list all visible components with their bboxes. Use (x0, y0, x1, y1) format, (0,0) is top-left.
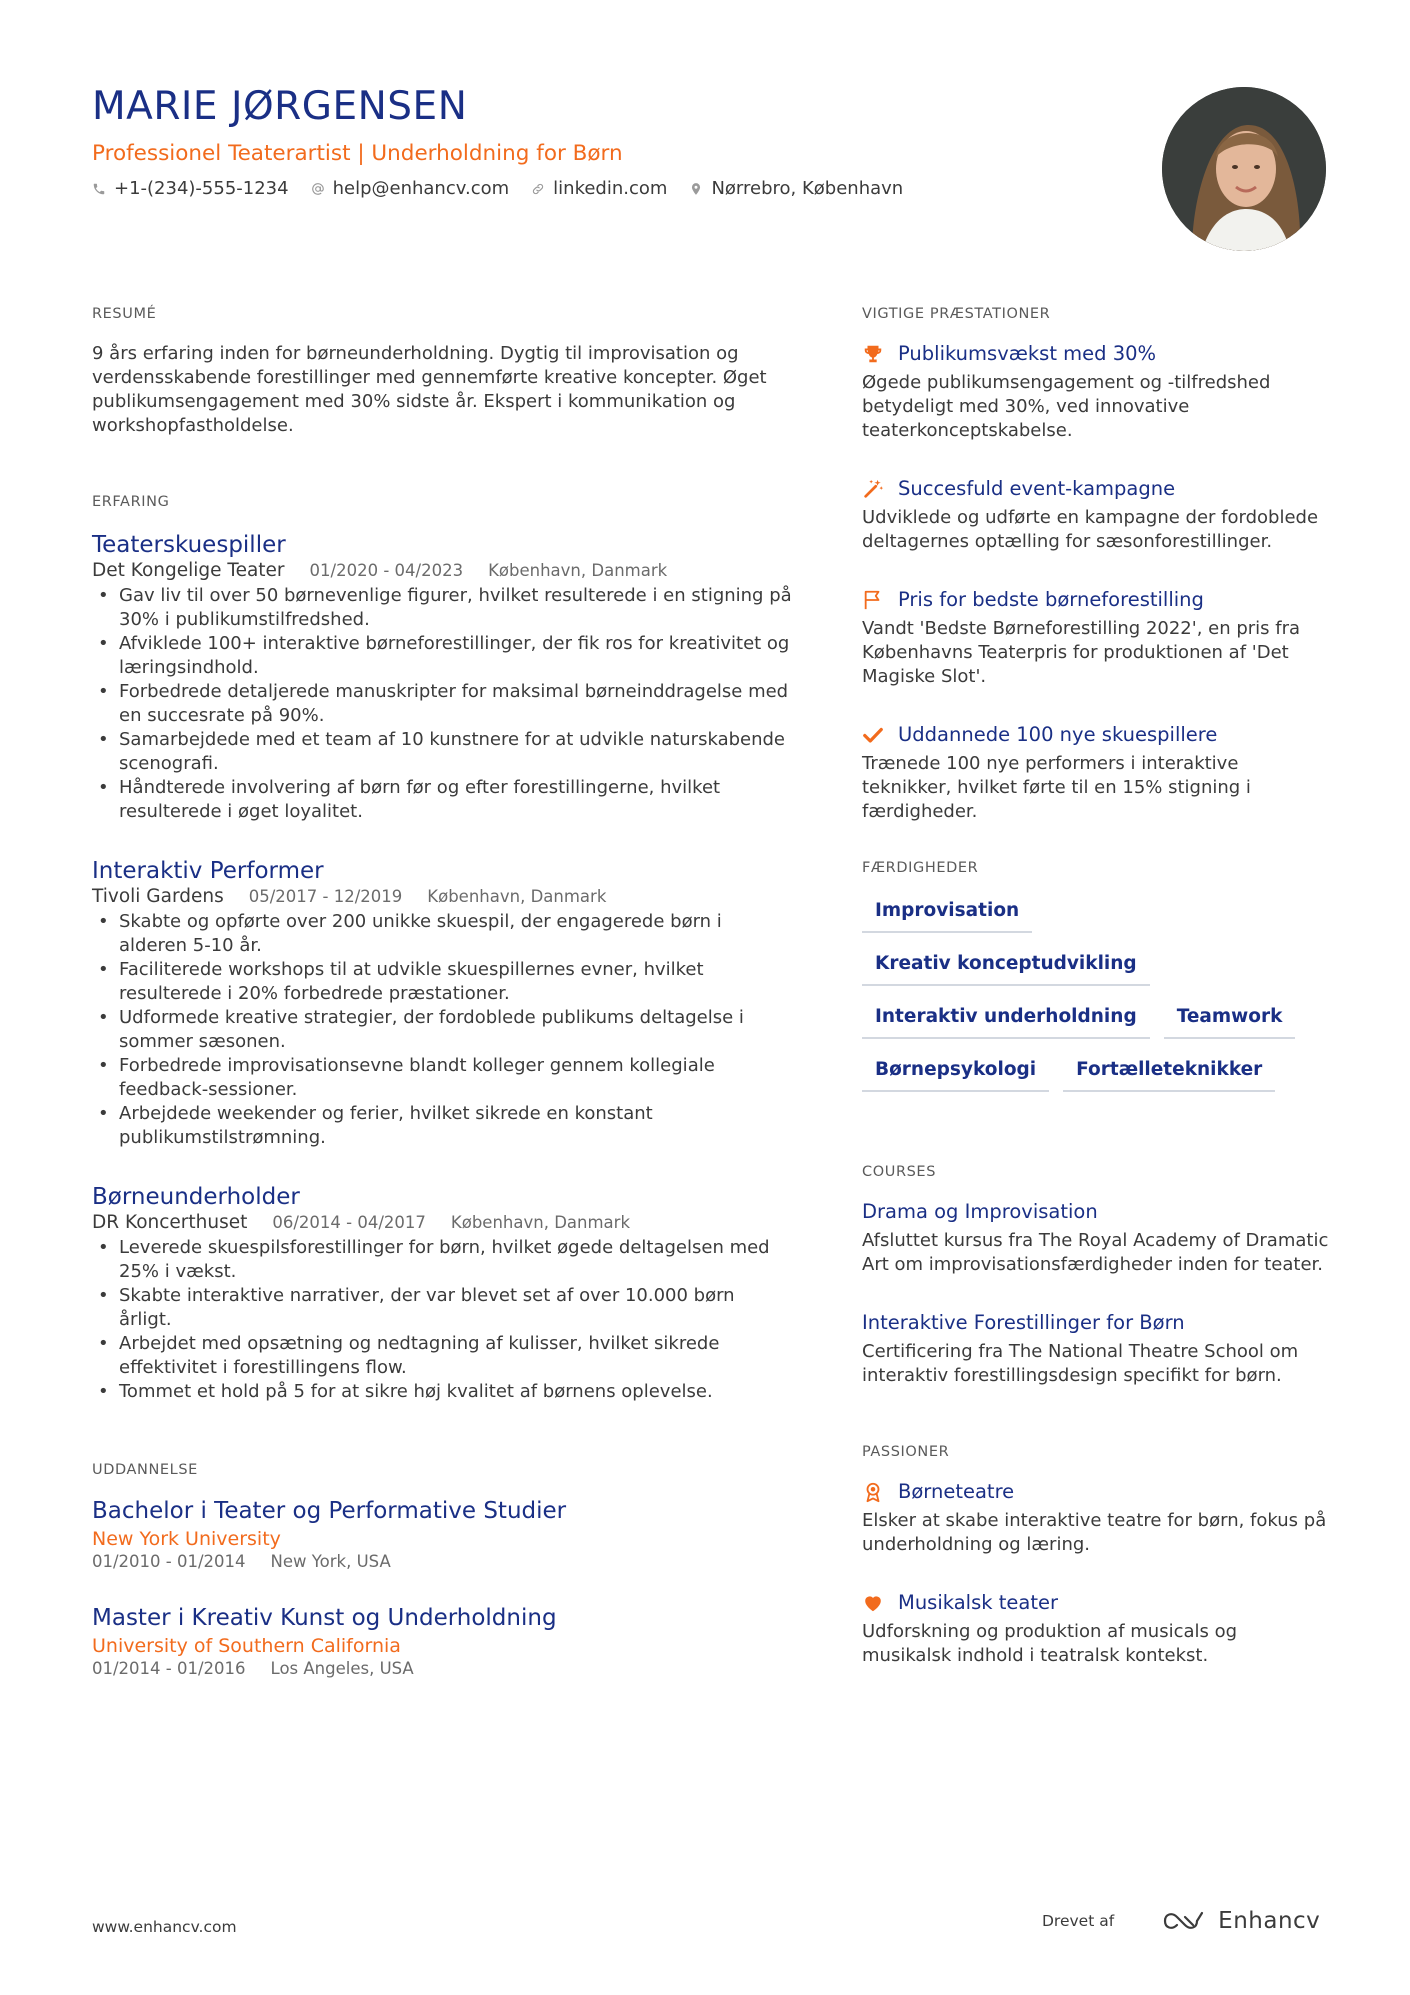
contact-linkedin[interactable] (531, 178, 667, 199)
achievement-title: Succesfuld event-kampagne (898, 477, 1176, 500)
achievements-section (862, 306, 1332, 824)
edu-location: New York, USA (270, 1552, 391, 1571)
edu-meta (92, 1552, 792, 1571)
brand-name: Enhancv (1218, 1908, 1321, 1934)
bullet-item: • Afviklede 100+ interaktive børneforestillinger, der fik ros for kreativitet og læringsindhold. (92, 632, 792, 680)
passion-item (862, 1591, 1332, 1668)
bullet-item: • Forbedrede detaljerede manuskripter for maksimal børneinddragelse med en succesrate på 90%. (92, 680, 792, 728)
bullet-item: • Tommet et hold på 5 for at sikre høj kvalitet af børnens oplevelse. (92, 1380, 792, 1404)
job-location: København, Danmark (488, 561, 668, 580)
candidate-title: Professionel Teaterartist | Underholdning for Børn (92, 141, 623, 166)
award-ribbon-icon (862, 1481, 884, 1503)
edu-school: New York University (92, 1528, 281, 1550)
job-company: Det Kongelige Teater (92, 560, 285, 581)
passion-title: Musikalsk teater (898, 1591, 1058, 1614)
profile-photo (1162, 87, 1326, 251)
bullet-item: • Leverede skuespilsforestillinger for børn, hvilket øgede deltagelsen med 25% i vækst. (92, 1236, 792, 1284)
job-bullets (92, 910, 792, 1150)
achievement-item (862, 477, 1332, 554)
contact-email-text[interactable]: help@enhancv.com (332, 178, 510, 199)
bullet-item: • Arbejdet med opsætning og nedtagning af kulisser, hvilket sikrede effektivitet i forestillingens flow. (92, 1332, 792, 1380)
edu-dates: 01/2010 - 01/2014 (92, 1552, 246, 1571)
bullet-item: • Skabte og opførte over 200 unikke skuespil, der engagerede børn i alderen 5-10 år. (92, 910, 792, 958)
edu-degree: Bachelor i Teater og Performative Studier (92, 1498, 567, 1524)
education-entry (92, 1498, 792, 1571)
section-heading: VIGTIGE PRÆSTATIONER (862, 306, 1051, 322)
passion-item (862, 1480, 1332, 1557)
skills-list (862, 900, 1332, 1112)
skill-tag: Børnepsykologi (862, 1059, 1049, 1092)
summary-text: 9 års erfaring inden for børneunderholdning. Dygtig til improvisation og verdensskabende forestillinger med gennemførte kreative koncepter. Øget publikumsengagement med 30% sidste år. Ekspert i kommunikation og workshopfastholdelse. (92, 343, 767, 436)
achievement-item (862, 588, 1332, 689)
achievement-desc: Vandt 'Bedste Børneforestilling 2022', en pris fra Københavns Teaterpris for produktionen af 'Det Magiske Slot'. (862, 618, 1301, 687)
section-heading: UDDANNELSE (92, 1462, 198, 1478)
edu-location: Los Angeles, USA (270, 1659, 414, 1678)
achievement-title: Uddannede 100 nye skuespillere (898, 723, 1218, 746)
edu-meta (92, 1659, 792, 1678)
job-company: DR Koncerthuset (92, 1212, 248, 1233)
education-entry (92, 1605, 792, 1678)
heart-icon (862, 1592, 884, 1614)
job-meta (92, 886, 792, 907)
footer-branding (1042, 1908, 1320, 1934)
location-pin-icon (689, 182, 703, 196)
skill-tag: Kreativ konceptudvikling (862, 953, 1150, 986)
job-entry (92, 532, 792, 824)
passions-section (862, 1444, 1332, 1668)
trophy-icon (862, 343, 884, 365)
job-meta (92, 560, 792, 581)
achievement-desc: Udviklede og udførte en kampagne der fordoblede deltagernes optælling for sæsonforestillinger. (862, 507, 1319, 552)
brand-logo[interactable] (1162, 1908, 1320, 1934)
enhancv-logo-icon (1162, 1908, 1208, 1934)
job-location: København, Danmark (450, 1213, 630, 1232)
job-company: Tivoli Gardens (92, 886, 224, 907)
bullet-item: • Faciliterede workshops til at udvikle skuespillernes evner, hvilket resulterede i 20% forbedrede præstationer. (92, 958, 792, 1006)
left-column (92, 306, 792, 1678)
contact-phone-text: +1-(234)-555-1234 (114, 178, 289, 199)
job-bullets (92, 584, 792, 824)
section-heading: COURSES (862, 1164, 936, 1180)
section-heading: PASSIONER (862, 1444, 950, 1460)
passion-title: Børneteatre (898, 1480, 1015, 1503)
section-heading: ERFARING (92, 494, 170, 510)
education-section (92, 1462, 792, 1678)
contact-bar (92, 178, 1152, 199)
bullet-item: • Arbejdede weekender og ferier, hvilket sikrede en konstant publikumstilstrømning. (92, 1102, 792, 1150)
summary-section (92, 306, 792, 438)
job-dates: 05/2017 - 12/2019 (248, 887, 403, 906)
bullet-item: • Håndterede involvering af børn før og efter forestillingerne, hvilket resulterede i øget loyalitet. (92, 776, 792, 824)
passion-desc: Elsker at skabe interaktive teatre for børn, fokus på underholdning og læring. (862, 1510, 1327, 1555)
skill-tag: Teamwork (1164, 1006, 1296, 1039)
footer-website[interactable]: www.enhancv.com (92, 1918, 237, 1936)
job-title: Teaterskuespiller (92, 532, 286, 558)
job-bullets (92, 1236, 792, 1404)
flag-icon (862, 589, 884, 611)
contact-location-text: Nørrebro, København (711, 178, 904, 199)
bullet-item: • Skabte interaktive narrativer, der var blevet set af over 10.000 børn årligt. (92, 1284, 792, 1332)
bullet-item: • Samarbejdede med et team af 10 kunstnere for at udvikle naturskabende scenografi. (92, 728, 792, 776)
achievement-title: Publikumsvækst med 30% (898, 342, 1157, 365)
contact-phone (92, 178, 289, 199)
experience-section (92, 494, 792, 1404)
link-icon (531, 182, 545, 196)
job-dates: 06/2014 - 04/2017 (272, 1213, 426, 1232)
edu-dates: 01/2014 - 01/2016 (92, 1659, 246, 1678)
job-entry (92, 858, 792, 1150)
achievement-item (862, 342, 1332, 443)
resume-header (92, 84, 1152, 199)
checkmark-icon (862, 724, 884, 746)
section-heading: FÆRDIGHEDER (862, 860, 979, 876)
job-location: København, Danmark (427, 887, 607, 906)
course-item (862, 1200, 1332, 1277)
powered-by-label: Drevet af (1042, 1912, 1115, 1930)
achievement-item (862, 723, 1332, 824)
contact-email[interactable] (311, 178, 510, 199)
achievement-desc: Øgede publikumsengagement og -tilfredshed betydeligt med 30%, ved innovative teaterkonceptskabelse. (862, 372, 1271, 441)
courses-section (862, 1164, 1332, 1388)
section-heading: RESUMÉ (92, 306, 157, 322)
course-title: Interaktive Forestillinger for Børn (862, 1311, 1185, 1334)
achievement-desc: Trænede 100 nye performers i interaktive teknikker, hvilket førte til en 15% stigning i færdigheder. (862, 753, 1251, 822)
skills-section (862, 860, 1332, 1112)
at-icon (311, 182, 325, 196)
job-dates: 01/2020 - 04/2023 (309, 561, 464, 580)
job-title: Interaktiv Performer (92, 858, 324, 884)
contact-location (689, 178, 903, 199)
magic-wand-icon (862, 478, 884, 500)
contact-linkedin-text[interactable]: linkedin.com (553, 178, 668, 199)
job-title: Børneunderholder (92, 1184, 300, 1210)
course-desc: Certificering fra The National Theatre School om interaktiv forestillingsdesign specifikt for børn. (862, 1341, 1299, 1386)
phone-icon (92, 182, 106, 196)
job-entry (92, 1184, 792, 1404)
course-desc: Afsluttet kursus fra The Royal Academy of Dramatic Art om improvisationsfærdigheder inden for teater. (862, 1230, 1329, 1275)
course-item (862, 1311, 1332, 1388)
right-column (862, 306, 1332, 1702)
passion-desc: Udforskning og produktion af musicals og musikalsk indhold i teatralsk kontekst. (862, 1621, 1238, 1666)
job-meta (92, 1212, 792, 1233)
course-title: Drama og Improvisation (862, 1200, 1098, 1223)
skill-tag: Interaktiv underholdning (862, 1006, 1150, 1039)
bullet-item: • Udformede kreative strategier, der fordoblede publikums deltagelse i sommer sæsonen. (92, 1006, 792, 1054)
bullet-item: • Gav liv til over 50 børnevenlige figurer, hvilket resulterede i en stigning på 30% i publikumstilfredshed. (92, 584, 792, 632)
bullet-item: • Forbedrede improvisationsevne blandt kolleger gennem kollegiale feedback-sessioner. (92, 1054, 792, 1102)
candidate-name: MARIE JØRGENSEN (92, 84, 468, 129)
achievement-title: Pris for bedste børneforestilling (898, 588, 1204, 611)
edu-school: University of Southern California (92, 1635, 401, 1657)
skill-tag: Improvisation (862, 900, 1032, 933)
edu-degree: Master i Kreativ Kunst og Underholdning (92, 1605, 557, 1631)
skill-tag: Fortælleteknikker (1063, 1059, 1275, 1092)
